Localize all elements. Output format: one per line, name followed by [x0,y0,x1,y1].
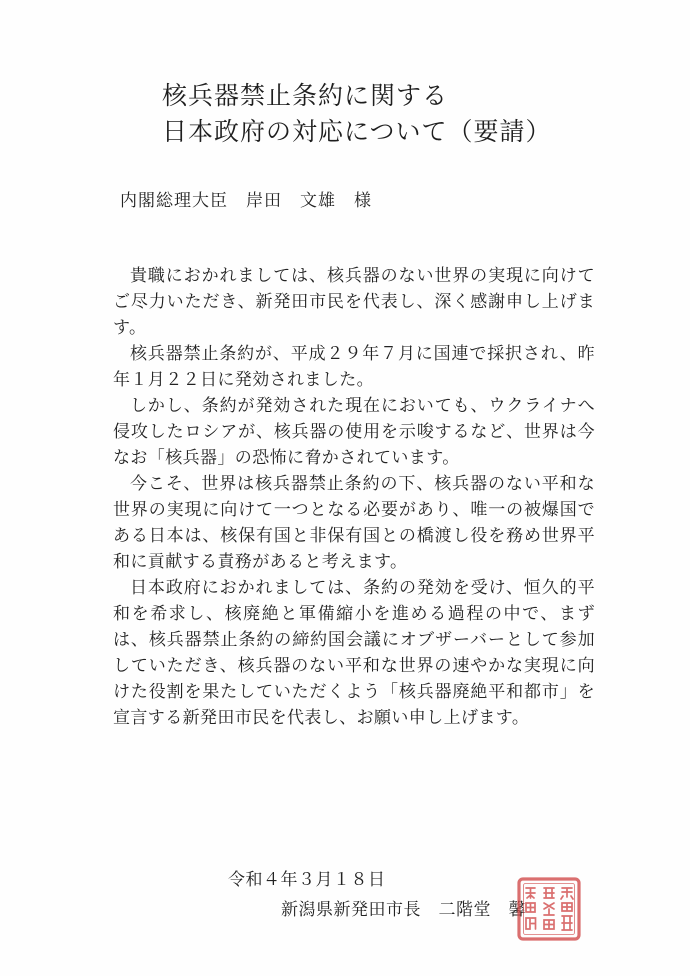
signatory: 新潟県新発田市長 二階堂 馨 [281,900,526,920]
addressee: 内閣総理大臣 岸田 文雄 様 [120,191,372,211]
paragraph-1: 貴職におかれましては、核兵器のない世界の実現に向けてご尽力いただき、新発田市民を代表し、深く感謝申し上げます。 [113,266,595,338]
seal-glyphs [526,888,573,930]
letter-body [113,263,595,731]
title-line-2: 日本政府の対応について（要請） [162,117,552,146]
paragraph-3: しかし、条約が発効された現在においても、ウクライナへ侵攻したロシアが、核兵器の使用を示唆するなど、世界は今なお「核兵器」の恐怖に脅かされています。 [113,396,595,468]
letter-date: 令和４年３月１８日 [228,870,386,890]
document-title [162,78,552,150]
paragraph-2: 核兵器禁止条約が、平成２９年７月に国連で採択され、昨年１月２２日に発効されました。 [113,344,595,390]
official-seal-stamp [516,876,582,942]
paragraph-5: 日本政府におかれましては、条約の発効を受け、恒久的平和を希求し、核廃絶と軍備縮小を進める過程の中で、まずは、核兵器禁止条約の締約国会議にオブザーバーとして参加していただき、核兵器のない平和な世界の速やかな実現に向けた役割を果たしていただくよう「核兵器廃絶平和都市」を宣言する新発田市民を代表し、お願い申し上げます。 [113,578,595,728]
paragraph-4: 今こそ、世界は核兵器禁止条約の下、核兵器のない平和な世界の実現に向けて一つとなる必要があり、唯一の被爆国である日本は、核保有国と非保有国との橋渡し役を務め世界平和に貢献する責務があると考えます。 [113,474,595,572]
title-line-1: 核兵器禁止条約に関する [162,81,449,110]
